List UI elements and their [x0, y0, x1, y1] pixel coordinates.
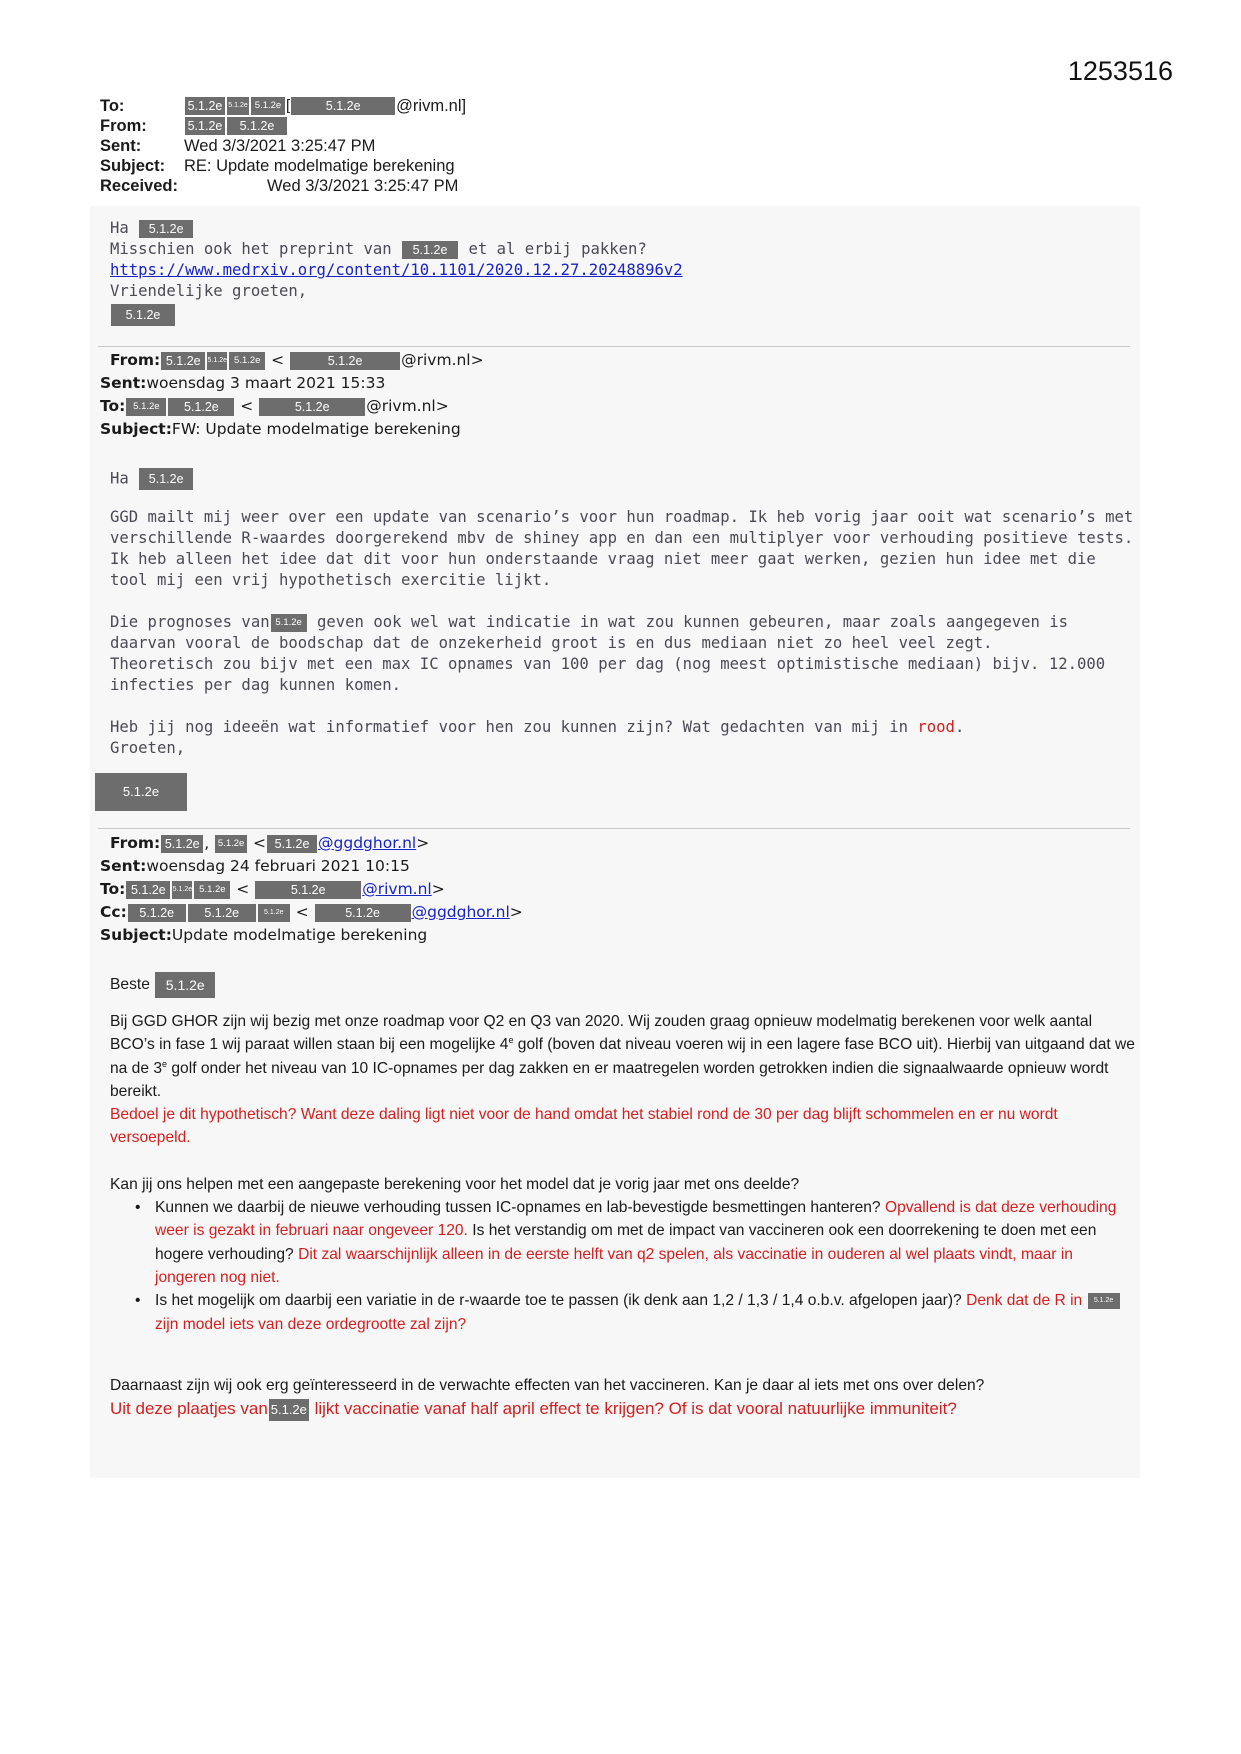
sent-label: Sent: [100, 857, 147, 875]
redaction: 5.1.2e [315, 904, 411, 922]
redaction: 5.1.2e [139, 468, 193, 490]
to-address-link[interactable]: @rivm.nl [362, 880, 432, 898]
greeting: Beste 5.1.2e [110, 972, 1135, 998]
from-address-suffix: @rivm.nl> [401, 351, 484, 369]
preprint-line: Misschien ook het preprint van 5.1.2e et al erbij pakken? [110, 240, 647, 258]
subject-label: Subject: [100, 157, 166, 175]
redaction: 5.1.2e [227, 117, 287, 135]
redaction: 5.1.2e [185, 117, 225, 135]
redaction: 5.1.2e [1088, 1293, 1120, 1309]
received-label: Received: [100, 177, 178, 195]
from-address-link[interactable]: @ggdghor.nl [318, 834, 417, 852]
redaction: 5.1.2e [227, 97, 249, 115]
to-label: To: [100, 397, 126, 415]
red-comment-2: Uit deze plaatjes van 5.1.2e lijkt vaccinatie vanaf half april effect te krijgen? Of is dat vooral natuurlijke immuniteit? [110, 1397, 1135, 1421]
redaction: 5.1.2e [161, 835, 203, 853]
from-label: From: [100, 117, 147, 135]
sent-value: woensdag 3 maart 2021 15:33 [146, 374, 386, 392]
list-item: • Kunnen we daarbij de nieuwe verhouding tussen IC-opnames en lab-bevestigde besmettingen hanteren? Opvallend is dat deze verhouding weer is gezakt in februari naar ongeveer 120. Is het verstandig om met de impact van vaccineren ook een doorrekening te doen met een hogere verhouding? Dit zal waarschijnlijk alleen in de eerste helft van q2 spelen, als vaccinatie in ouderen al wel plaats vindt, maar in jongeren nog niet. [155, 1196, 1135, 1289]
subject-value: FW: Update modelmatige berekening [171, 420, 461, 438]
cc-label: Cc: [100, 903, 127, 921]
document-number: 1253516 [1067, 56, 1173, 86]
paragraph-2: Die prognoses van 5.1.2e geven ook wel wat indicatie in wat zou kunnen gebeuren, maar zoals aangegeven is daarvan vooral de boodschap dat de onzekerheid groot is en dus mediaan niet zo heel veel zegt. [110, 613, 1069, 652]
paragraph-1: GGD mailt mij weer over een update van scenario’s voor hun roadmap. Ik heb vorig jaar ooit wat scenario’s met verschillende R-waardes doorgerekend mbv de shiney app en dan een multiplyer voor verhouding positieve tests. Ik heb alleen het idee dat dit voor hun onderstaande vraag niet meer gaat werken, gezien hun idee met die tool mij een vrij hypothetisch exercitie lijkt. [110, 508, 1134, 589]
redaction: 5.1.2e [290, 352, 400, 370]
subject-label: Subject: [100, 420, 172, 438]
redaction: 5.1.2e [259, 398, 365, 416]
separator [98, 828, 1130, 829]
subject-value: Update modelmatige berekening [171, 926, 428, 944]
redaction: 5.1.2e [207, 352, 227, 370]
to-address-suffix: @rivm.nl> [366, 397, 449, 415]
red-word: rood [917, 718, 955, 736]
redaction: 5.1.2e [139, 220, 193, 238]
sent-label: Sent: [100, 374, 147, 392]
message-3-header: From: 5.1.2e , 5.1.2e < 5.1.2e @ggdghor.nl > Sent: woensdag 24 februari 2021 10:15 To: 5.1.2e 5.1.2e 5.1.2e < 5.1.2e @rivm.nl > Cc: 5.1.2e 5.1.2e 5.1.2e < 5.1.2e @ggdghor.nl > Subject: Update modelmatige berekening [100, 832, 523, 947]
outer-email-header [100, 96, 466, 196]
redaction: 5.1.2e [271, 614, 307, 632]
from-label: From: [110, 834, 161, 852]
sent-value: Wed 3/3/2021 3:25:47 PM [184, 137, 376, 155]
redaction: 5.1.2e [126, 881, 170, 899]
message-2-header: From: 5.1.2e 5.1.2e 5.1.2e < 5.1.2e @rivm.nl> Sent: woensdag 3 maart 2021 15:33 To: 5.1.2e 5.1.2e < 5.1.2e @rivm.nl> Subject: FW: Update modelmatige berekening [100, 349, 484, 441]
to-label: To: [100, 880, 126, 898]
closing: Groeten, [110, 739, 186, 757]
subject-value: RE: Update modelmatige berekening [184, 157, 455, 175]
redaction: 5.1.2e [172, 881, 192, 899]
from-label: From: [110, 351, 161, 369]
sent-label: Sent: [100, 137, 142, 155]
message-3 [110, 972, 1135, 1421]
signature-redaction: 5.1.2e [95, 773, 187, 811]
paragraph-4: Heb jij nog ideeën wat informatief voor hen zou kunnen zijn? Wat gedachten van mij in rood. [110, 718, 965, 736]
redaction: 5.1.2e [188, 904, 256, 922]
separator [98, 346, 1130, 347]
closing: Vriendelijke groeten, [110, 282, 308, 300]
subject-label: Subject: [100, 926, 172, 944]
preprint-link[interactable]: https://www.medrxiv.org/content/10.1101/2020.12.27.20248896v2 [110, 261, 683, 279]
redaction: 5.1.2e [128, 904, 186, 922]
sent-value: woensdag 24 februari 2021 10:15 [146, 857, 410, 875]
to-row: To: 5.1.2e 5.1.2e 5.1.2e [ 5.1.2e @rivm.nl] [100, 97, 467, 115]
cc-address-link[interactable]: @ggdghor.nl [411, 903, 510, 921]
to-label: To: [100, 97, 125, 115]
paragraph-2: Kan jij ons helpen met een aangepaste berekening voor het model dat je vorig jaar met ons deelde? [110, 1175, 800, 1193]
redaction: 5.1.2e [402, 241, 458, 259]
signature-redaction: 5.1.2e [111, 304, 175, 326]
from-row [100, 116, 466, 136]
redaction: 5.1.2e [267, 835, 317, 853]
redaction: 5.1.2e [251, 97, 285, 115]
redaction: 5.1.2e [185, 97, 225, 115]
redaction: 5.1.2e [255, 881, 361, 899]
list-item: • Is het mogelijk om daarbij een variatie in de r-waarde toe te passen (ik denk aan 1,2 / 1,3 / 1,4 o.b.v. afgelopen jaar)? Denk dat de R in 5.1.2e zijn model iets van deze ordegrootte zal zijn? [155, 1289, 1135, 1336]
paragraph-1: Bij GGD GHOR zijn wij bezig met onze roadmap voor Q2 en Q3 van 2020. Wij zouden graag opnieuw modelmatig berekenen voor welk aantal BCO’s in fase 1 wij paraat willen staan bij een mogelijke 4e golf (boven dat niveau voeren wij in een lagere fase BCO uit). Hierbij van uitgaand dat we na de 3e golf onder het niveau van 10 IC-opnames per dag zakken en er maatregelen worden getrokken indien die signaalwaarde opnieuw wordt bereikt. [110, 1013, 1135, 1100]
to-address-suffix: @rivm.nl] [396, 97, 467, 115]
red-comment-1: Bedoel je dit hypothetisch? Want deze daling ligt niet voor de hand omdat het stabiel rond de 30 per dag blijft schommelen en er nu wordt versoepeld. [110, 1106, 1058, 1147]
paragraph-3: Theoretisch zou bijv met een max IC opnames van 100 per dag (nog meest optimistische mediaan) bijv. 12.000 infecties per dag kunnen komen. [110, 655, 1106, 694]
greeting: Ha 5.1.2e [110, 468, 1135, 490]
redaction: 5.1.2e [155, 972, 215, 998]
redaction: 5.1.2e [168, 398, 234, 416]
redaction: 5.1.2e [229, 352, 265, 370]
subject-row [100, 156, 466, 176]
redaction: 5.1.2e [269, 1399, 309, 1421]
redaction: 5.1.2e [126, 398, 166, 416]
message-1 [110, 218, 1110, 326]
redaction: 5.1.2e [215, 835, 247, 853]
received-row [100, 176, 466, 196]
redaction: 5.1.2e [194, 881, 230, 899]
received-value: Wed 3/3/2021 3:25:47 PM [267, 177, 459, 195]
greeting: Ha 5.1.2e [110, 218, 1110, 239]
paragraph-3: Daarnaast zijn wij ook erg geïnteresseerd in de verwachte effecten van het vaccineren. Kan je daar al iets met ons over delen? [110, 1376, 985, 1394]
sent-row [100, 136, 466, 156]
redaction: 5.1.2e [258, 904, 290, 922]
redaction: 5.1.2e [161, 352, 205, 370]
redaction: 5.1.2e [291, 97, 395, 115]
question-list [110, 1196, 1135, 1336]
message-2 [110, 468, 1135, 811]
